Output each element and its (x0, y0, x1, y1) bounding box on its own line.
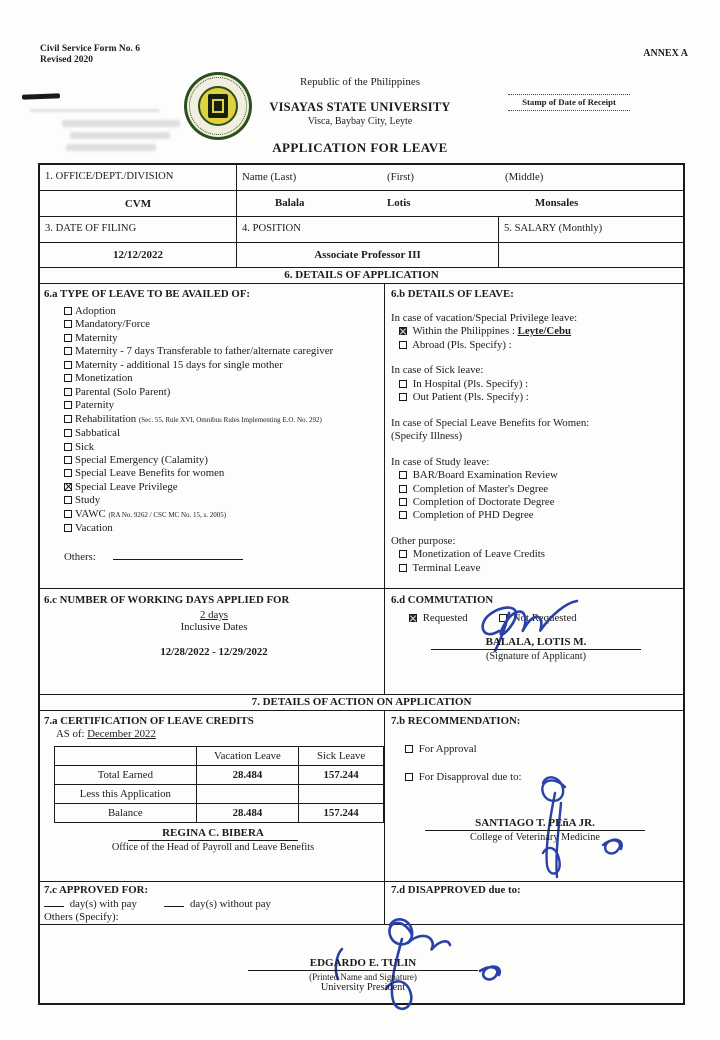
table-row (55, 804, 384, 823)
checkbox-monetization[interactable] (64, 374, 72, 382)
checkbox-maternity-15days[interactable] (64, 361, 72, 369)
leave-type-label: Special Leave Privilege (75, 480, 178, 493)
signature-rule (128, 840, 298, 841)
section-6-title: 6. DETAILS OF APPLICATION (40, 268, 683, 284)
name-first-label: (First) (387, 171, 414, 183)
name-first-value: Lotis (387, 197, 411, 209)
checkbox-maternity[interactable] (64, 334, 72, 342)
abroad-option (391, 339, 681, 352)
checkbox-within-philippines[interactable] (399, 327, 407, 335)
inclusive-dates-label: Inclusive Dates (180, 621, 248, 633)
checkbox-vacation[interactable] (64, 524, 72, 532)
vacation-less-application (196, 785, 298, 804)
checkbox-maternity-7days[interactable] (64, 347, 72, 355)
section-6a (40, 284, 385, 588)
pay-days-line (44, 897, 384, 910)
stamp-of-date-of-receipt-box: Stamp of Date of Receipt (508, 94, 630, 111)
vacation-total-earned: 28.484 (196, 766, 298, 785)
within-philippines-option (391, 325, 681, 338)
section-6d-heading: 6.d COMMUTATION (391, 594, 494, 606)
leave-type-label: Adoption (75, 305, 116, 317)
within-philippines-value: Leyte/Cebu (517, 325, 572, 338)
payroll-head-name: REGINA C. BIBERA (162, 827, 264, 839)
leave-type-label: Sick (75, 440, 95, 453)
signature-rule (431, 649, 641, 650)
date-filing-value: 12/12/2022 (40, 243, 237, 267)
row-label: Balance (55, 804, 197, 823)
others-specify-label: Others (Specify): (44, 911, 119, 923)
leave-type-item (64, 454, 382, 467)
form-number (40, 44, 140, 65)
checkbox-phd[interactable] (399, 511, 407, 519)
out-patient-option (391, 391, 681, 404)
abroad-label: Abroad (Pls. Specify) : (412, 338, 512, 351)
leave-type-label: Maternity - additional 15 days for single mother (75, 358, 283, 371)
sick-less-application (299, 785, 384, 804)
section-6c (40, 589, 385, 694)
leave-type-label: Rehabilitation (75, 412, 137, 425)
checkbox-bar-board[interactable] (399, 471, 407, 479)
checkbox-requested[interactable] (409, 614, 417, 622)
section-6cd (40, 589, 683, 695)
checkbox-special-emergency[interactable] (64, 456, 72, 464)
applicant-caption: (Signature of Applicant) (485, 651, 587, 662)
checkbox-terminal-leave[interactable] (399, 564, 407, 572)
salary-value (499, 243, 683, 267)
row-office-name-labels (40, 165, 683, 191)
republic-line: Republic of the Philippines (299, 76, 421, 88)
applicant-signature-block (431, 636, 641, 662)
checkbox-not-requested[interactable] (499, 614, 507, 622)
section-7b-heading: 7.b RECOMMENDATION: (391, 715, 521, 727)
leave-type-note: (Sec. 55, Rule XVI, Omnibus Rules Implementing E.O. No. 292) (138, 415, 322, 424)
others-field (64, 550, 382, 563)
checkbox-mandatory-force[interactable] (64, 320, 72, 328)
study-leave-group (391, 456, 681, 523)
leave-credits-table (54, 746, 384, 823)
section-7ab (40, 711, 683, 882)
days-with-pay-label: day(s) with pay (69, 898, 137, 910)
leave-type-label: Parental (Solo Parent) (75, 385, 171, 398)
checkbox-special-leave-privilege[interactable] (64, 483, 72, 491)
sick-balance: 157.244 (299, 804, 384, 823)
for-disapproval-option (405, 771, 683, 783)
not-requested-label: Not Requested (512, 612, 577, 624)
leave-type-label: Special Emergency (Calamity) (75, 453, 208, 466)
leave-type-item (64, 494, 382, 507)
leave-type-item (64, 359, 382, 372)
checkbox-sabbatical[interactable] (64, 429, 72, 437)
checkbox-special-leave-benefits-women[interactable] (64, 469, 72, 477)
checkbox-abroad[interactable] (399, 341, 407, 349)
table-row (55, 766, 384, 785)
women-benefits-group (391, 417, 681, 444)
form-number-line2: Revised 2020 (40, 54, 94, 65)
approver-section (40, 925, 683, 1003)
leave-type-label: Mandatory/Force (75, 318, 150, 331)
checkbox-adoption[interactable] (64, 307, 72, 315)
section-7d-heading: 7.d DISAPPROVED due to: (391, 884, 521, 896)
monetization-credits-option (391, 548, 681, 561)
name-last-value: Balala (275, 197, 305, 209)
other-purpose-group (391, 535, 681, 575)
name-middle-value: Monsales (535, 197, 579, 209)
checkbox-doctorate[interactable] (399, 498, 407, 506)
doctorate-label: Completion of Doctorate Degree (412, 495, 555, 508)
section-7a-heading: 7.a CERTIFICATION OF LEAVE CREDITS (44, 715, 254, 727)
page-title: APPLICATION FOR LEAVE (272, 140, 448, 155)
group-label: In case of Special Leave Benefits for Women: (391, 416, 590, 429)
leave-type-label: Monetization (75, 372, 133, 385)
inclusive-dates-value: 12/28/2022 - 12/29/2022 (160, 646, 268, 658)
checkbox-rehabilitation[interactable] (64, 415, 72, 423)
row-filing-position-salary-labels (40, 217, 683, 243)
university-address: Visca, Baybay City, Leyte (307, 116, 413, 127)
checkbox-out-patient[interactable] (399, 393, 407, 401)
leave-type-item (64, 522, 382, 535)
checkbox-parental[interactable] (64, 388, 72, 396)
group-label: In case of vacation/Special Privilege leave: (391, 312, 578, 324)
section-6b-heading: 6.b DETAILS OF LEAVE: (391, 288, 514, 300)
section-7c-heading: 7.c APPROVED FOR: (44, 884, 149, 896)
form-number-line1: Civil Service Form No. 6 (40, 44, 140, 54)
section-6d (385, 589, 683, 694)
section-7a (40, 711, 385, 881)
requested-label: Requested (422, 612, 468, 624)
leave-type-item (64, 508, 382, 522)
president-caption1: (Printed Name and Signature) (309, 972, 417, 982)
president-caption2: University President (320, 982, 406, 993)
terminal-leave-label: Terminal Leave (412, 561, 481, 574)
salary-label: 5. SALARY (Monthly) (504, 223, 603, 234)
leave-type-item (64, 305, 382, 318)
recommender-caption: College of Veterinary Medicine (470, 832, 600, 843)
president-signature-block (268, 957, 458, 993)
header-sick-leave: Sick Leave (299, 747, 384, 766)
leave-type-note: (RA No. 9262 / CSC MC No. 15, s. 2005) (108, 510, 227, 519)
section-6a-heading: 6.a TYPE OF LEAVE TO BE AVAILED OF: (44, 288, 251, 300)
sick-leave-group (391, 364, 681, 404)
header-vacation-leave: Vacation Leave (196, 747, 298, 766)
as-of-line (56, 728, 384, 740)
checkbox-for-disapproval[interactable] (405, 773, 413, 781)
for-approval-label: For Approval (418, 743, 477, 755)
row-label: Total Earned (55, 766, 197, 785)
section-7c (40, 882, 385, 924)
phd-label: Completion of PHD Degree (412, 509, 534, 522)
row-filing-position-salary-values (40, 243, 683, 268)
group-label: Other purpose: (391, 534, 456, 547)
leave-type-item (64, 372, 382, 385)
commutation-options (409, 612, 683, 624)
office-dept-label: 1. OFFICE/DEPT./DIVISION (40, 165, 237, 190)
checkbox-vawc[interactable] (64, 510, 72, 518)
scan-bleedthrough-smudge (70, 132, 170, 139)
row-label: Less this Application (55, 785, 197, 804)
leave-type-label: Sabbatical (75, 427, 120, 440)
in-hospital-option (391, 378, 681, 391)
others-blank-line[interactable] (113, 550, 243, 560)
leave-type-item (64, 386, 382, 399)
checkbox-paternity[interactable] (64, 401, 72, 409)
for-disapproval-label: For Disapproval due to: (418, 771, 522, 783)
header-blank (55, 747, 197, 766)
leave-type-label: Maternity - 7 days Transferable to father/alternate caregiver (75, 345, 334, 358)
leave-type-item (64, 467, 382, 480)
leave-type-label: Maternity (75, 331, 118, 344)
days-with-pay-blank[interactable] (44, 897, 64, 907)
group-label2: (Specify Illness) (391, 430, 463, 443)
others-label: Others: (64, 550, 96, 563)
recommender-name: SANTIAGO T. PEñA JR. (475, 817, 595, 829)
leave-type-item (64, 399, 382, 412)
table-row (55, 785, 384, 804)
checkbox-sick[interactable] (64, 443, 72, 451)
within-philippines-label: Within the Philippines : (412, 325, 515, 338)
as-of-label: AS of: (56, 728, 85, 740)
annex-label: ANNEX A (643, 48, 688, 59)
section-7-title: 7. DETAILS OF ACTION ON APPLICATION (40, 695, 683, 711)
section-7d (385, 882, 683, 924)
in-hospital-label: In Hospital (Pls. Specify) : (412, 377, 529, 390)
vacation-balance: 28.484 (196, 804, 298, 823)
section-6c-heading: 6.c NUMBER OF WORKING DAYS APPLIED FOR (44, 594, 290, 606)
leave-type-item (64, 318, 382, 331)
checkbox-in-hospital[interactable] (399, 380, 407, 388)
section-6b (385, 284, 683, 588)
working-days-value: 2 days (200, 609, 228, 621)
bar-board-label: BAR/Board Examination Review (412, 469, 558, 482)
application-form-table (38, 163, 685, 1005)
terminal-leave-option (391, 562, 681, 575)
group-label: In case of Study leave: (391, 455, 490, 468)
leave-type-list (64, 305, 382, 536)
leave-type-item (64, 413, 382, 427)
section-7b (385, 711, 683, 881)
leave-type-item (64, 345, 382, 358)
leave-type-label: Paternity (75, 399, 114, 412)
phd-option (391, 509, 681, 522)
leave-type-label: VAWC (75, 507, 106, 520)
table-header-row (55, 747, 384, 766)
signature-rule (248, 970, 478, 971)
payroll-head-caption: Office of the Head of Payroll and Leave Benefits (111, 842, 315, 853)
days-without-pay-blank[interactable] (164, 897, 184, 907)
out-patient-label: Out Patient (Pls. Specify) : (412, 391, 529, 404)
checkbox-study[interactable] (64, 496, 72, 504)
doctorate-option (391, 496, 681, 509)
leave-type-label: Special Leave Benefits for women (75, 467, 225, 480)
checkbox-masters[interactable] (399, 485, 407, 493)
president-name: EDGARDO E. TULIN (309, 957, 417, 969)
position-value: Associate Professor III (237, 243, 499, 267)
recommender-signature-block (425, 817, 645, 843)
checkbox-for-approval[interactable] (405, 745, 413, 753)
leave-type-item (64, 332, 382, 345)
masters-label: Completion of Master's Degree (412, 482, 549, 495)
payroll-head-signature-block (98, 827, 328, 853)
section-7cd (40, 882, 683, 925)
date-filing-label: 3. DATE OF FILING (40, 217, 237, 242)
university-name: VISAYAS STATE UNIVERSITY (269, 100, 451, 114)
leave-type-item (64, 481, 382, 494)
leave-type-item (64, 441, 382, 454)
name-last-label: Name (Last) (242, 171, 297, 183)
monetization-credits-label: Monetization of Leave Credits (412, 548, 545, 561)
leave-type-label: Vacation (75, 522, 113, 535)
section-6ab (40, 284, 683, 589)
bar-board-option (391, 469, 681, 482)
applicant-name: BALALA, LOTIS M. (485, 636, 587, 648)
days-without-pay-label: day(s) without pay (189, 898, 271, 910)
group-label: In case of Sick leave: (391, 364, 484, 377)
checkbox-monetization-credits[interactable] (399, 550, 407, 558)
office-dept-value: CVM (40, 191, 237, 216)
row-office-name-values (40, 191, 683, 217)
sick-total-earned: 157.244 (299, 766, 384, 785)
name-middle-label: (Middle) (505, 171, 544, 183)
vacation-leave-group (391, 312, 681, 352)
signature-rule (425, 830, 645, 831)
for-approval-option (405, 743, 683, 755)
leave-type-label: Study (75, 494, 101, 507)
position-label: 4. POSITION (237, 217, 499, 242)
masters-option (391, 483, 681, 496)
as-of-value: December 2022 (87, 728, 156, 740)
leave-type-item (64, 427, 382, 440)
